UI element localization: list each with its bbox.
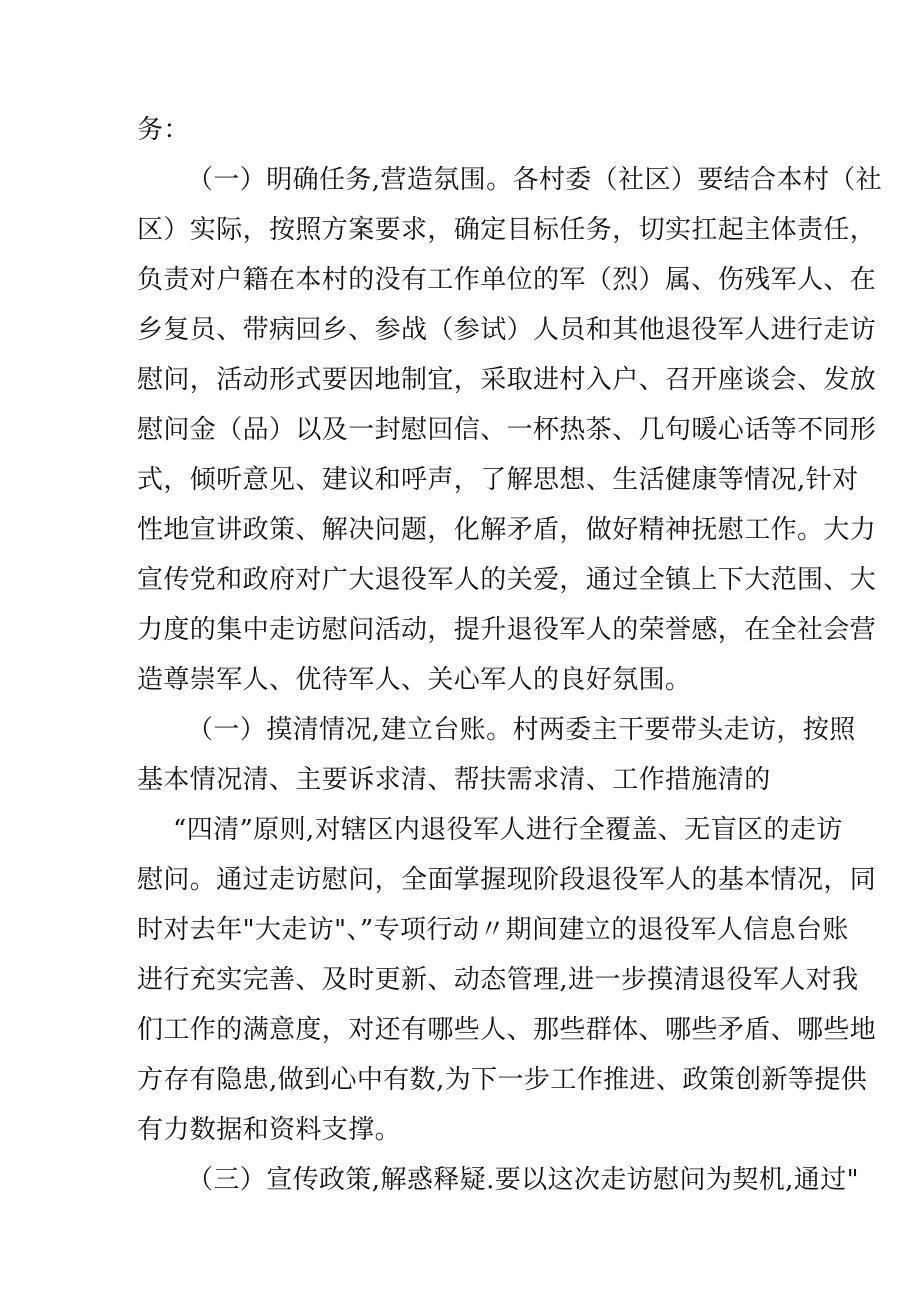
text-line: 慰问。通过走访慰问，全面掌握现阶段退役军人的基本情况，同 [137,865,877,895]
text-line: 性地宣讲政策、解决问题，化解矛盾，做好精神抚慰工作。大力 [137,515,877,545]
paragraph-heading-line: （一）明确任务,营造氛围。各村委（社区）要结合本村（社 [187,165,883,195]
text-line: 式，倾听意见、建议和呼声，了解思想、生活健康等情况,针对 [137,465,859,495]
paragraph-heading-line: （一）摸清情况,建立台账。村两委主干要带头走访，按照 [187,715,856,745]
text-line: 区）实际，按照方案要求，确定目标任务，切实扛起主体责任， [137,215,877,245]
text-line: 负责对户籍在本村的没有工作单位的军（烈）属、伤残军人、在 [137,265,877,295]
text-line: 基本情况清、主要诉求清、帮扶需求清、工作措施清的 [137,765,771,795]
text-line: 时对去年"大走访"、”专项行动〃期间建立的退役军人信息台账 [137,915,849,945]
text-line: 力度的集中走访慰问活动，提升退役军人的荣誉感，在全社会营 [137,615,877,645]
text-line: 慰问金（品）以及一封慰回信、一杯热茶、几句暖心话等不同形 [137,415,877,445]
text-line: 造尊崇军人、优待军人、关心军人的良好氛围。 [137,665,692,695]
text-line: 有力数据和资料支撑。 [137,1115,402,1145]
text-line: “四清”原则,对辖区内退役军人进行全覆盖、无盲区的走访 [173,815,843,845]
text-line: 进行充实完善、及时更新、动态管理,进一步摸清退役军人对我 [137,965,859,995]
text-line: 宣传党和政府对广大退役军人的关爱，通过全镇上下大范围、大 [137,565,877,595]
text-line: 方存有隐患,做到心中有数,为下一步工作推进、政策创新等提供 [137,1065,868,1095]
text-line: 乡复员、带病回乡、参战（参试）人员和其他退役军人进行走访 [137,315,877,345]
paragraph-heading-line: （三）宣传政策,解惑释疑.要以这次走访慰问为契机,通过" [187,1165,859,1195]
text-line: 慰问，活动形式要因地制宜，采取进村入户、召开座谈会、发放 [137,365,877,395]
text-line: 们工作的满意度，对还有哪些人、那些群体、哪些矛盾、哪些地 [137,1015,877,1045]
text-line: 务： [137,115,190,145]
